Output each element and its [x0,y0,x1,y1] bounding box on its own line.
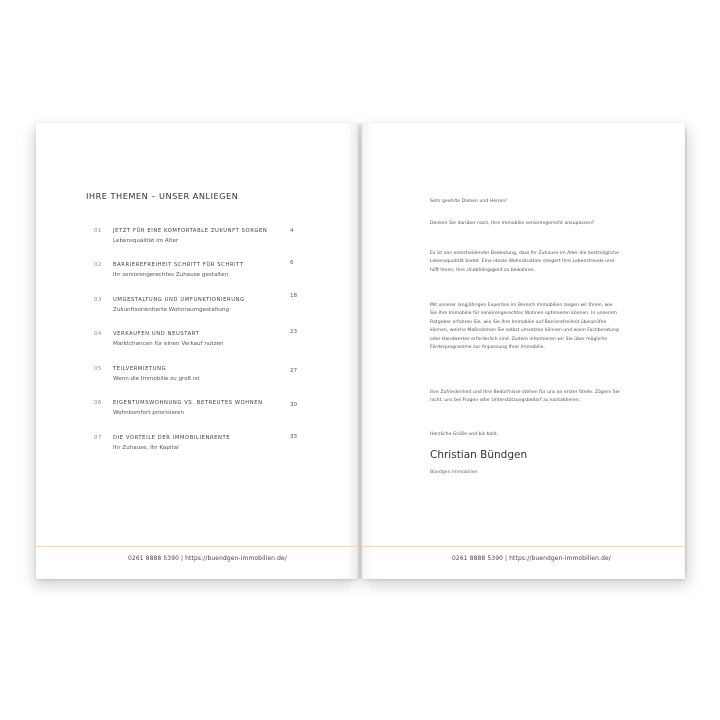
toc-number: 01 [94,228,102,234]
letter-question [430,220,620,228]
footer-divider [362,546,685,547]
toc-page-number: 23 [290,329,298,335]
toc-subtitle: Ihr Zuhause, Ihr Kapital [113,445,179,451]
toc-subtitle: Wohnkomfort priorisieren [113,410,185,416]
letter-greeting [430,198,620,206]
greeting-text: Sehr geehrte Damen und Herren! [430,199,508,204]
paragraph-text: Mit unserer langjährigen Expertise im Bereich Immobilien zeigen wir Ihnen, wie Sie Ihre Immobilie für seniorengerechtes Wohnen optimieren können. In unserem Ratgeber erfahren Sie, wie Sie Ihre Immobilie auf Barrierefreiheit überprüfen können, welche Maßnahmen Sie selbst umsetzen können und wann Fachberatung oder Handwerker erforderlich sind. Zudem informieren wir Sie über mögliche Förderprogramme zur Anpassung Ihrer Immobilie. [430,303,619,351]
toc-subtitle: Marktchancen für einen Verkauf nutzen [113,341,224,347]
closing-text: Herzliche Grüße und bis bald, [430,432,499,437]
toc-number: 05 [94,366,102,372]
toc-subtitle: Lebensqualität im Alter [113,238,179,244]
toc-heading: BARRIEREFREIHEIT SCHRITT FÜR SCHRITT [113,262,244,268]
company-name: Bündgen Immobilien [430,470,478,475]
paragraph-text: Es ist von entscheidender Bedeutung, dass Ihr Zuhause im Alter die bestmögliche Lebensqualität bietet. Eine ideale Wohnsituation steigert Ihre Lebensfreude und hilft Ihnen, Ihre Unabhängigkeit zu bewahren. [430,251,619,273]
toc-heading: JETZT FÜR EINE KOMFORTABLE ZUKUNFT SORGEN [113,228,268,234]
toc-number: 04 [94,331,102,337]
toc-number: 06 [94,400,102,406]
toc-page-number: 33 [290,434,298,440]
toc-heading: EIGENTUMSWOHNUNG VS. BETREUTES WOHNEN [113,400,263,406]
left-footer-contact: 0261 8888 5390 | https://buendgen-immobilien.de/ [128,555,287,562]
paragraph-text: Ihre Zufriedenheit und Ihre Bedürfnisse stehen für uns an erster Stelle. Zögern Sie nicht, uns bei Fragen oder Unterstützungsbedarf zu kontaktieren. [430,390,620,404]
toc-heading: TEILVERMIETUNG [113,366,167,372]
toc-number: 03 [94,297,102,303]
toc-title: IHRE THEMEN – UNSER ANLIEGEN [86,191,239,201]
toc-page-number: 4 [290,228,294,234]
toc-number: 07 [94,435,102,441]
footer-divider [36,546,358,547]
letter-paragraph-3 [430,389,620,406]
question-text: Denken Sie darüber nach, Ihre Immobilie seniorengerecht anzupassen? [430,221,595,226]
toc-heading: UMGESTALTUNG UND UMFUNKTIONIERUNG [113,297,245,303]
toc-subtitle: Wenn die Immobilie zu groß ist [113,376,200,382]
toc-subtitle: Zukunftsorientierte Wohnraumgestaltung [113,307,230,313]
letter-paragraph-2 [430,302,620,352]
signature-name: Christian Bündgen [430,449,528,461]
toc-heading: VERKAUFEN UND NEUSTART [113,331,200,337]
toc-page-number: 30 [290,402,298,408]
letter-closing [430,431,620,439]
toc-heading: DIE VORTEILE DER IMMOBILIENRENTE [113,435,231,441]
toc-page-number: 6 [290,260,294,266]
toc-page-number: 18 [290,293,298,299]
toc-subtitle: Ihr seniorengerechtes Zuhause gestalten [113,272,229,278]
letter-paragraph-1 [430,250,620,275]
right-footer-contact: 0261 8888 5390 | https://buendgen-immobilien.de/ [452,555,611,562]
toc-page-number: 27 [290,368,298,374]
toc-number: 02 [94,262,102,268]
